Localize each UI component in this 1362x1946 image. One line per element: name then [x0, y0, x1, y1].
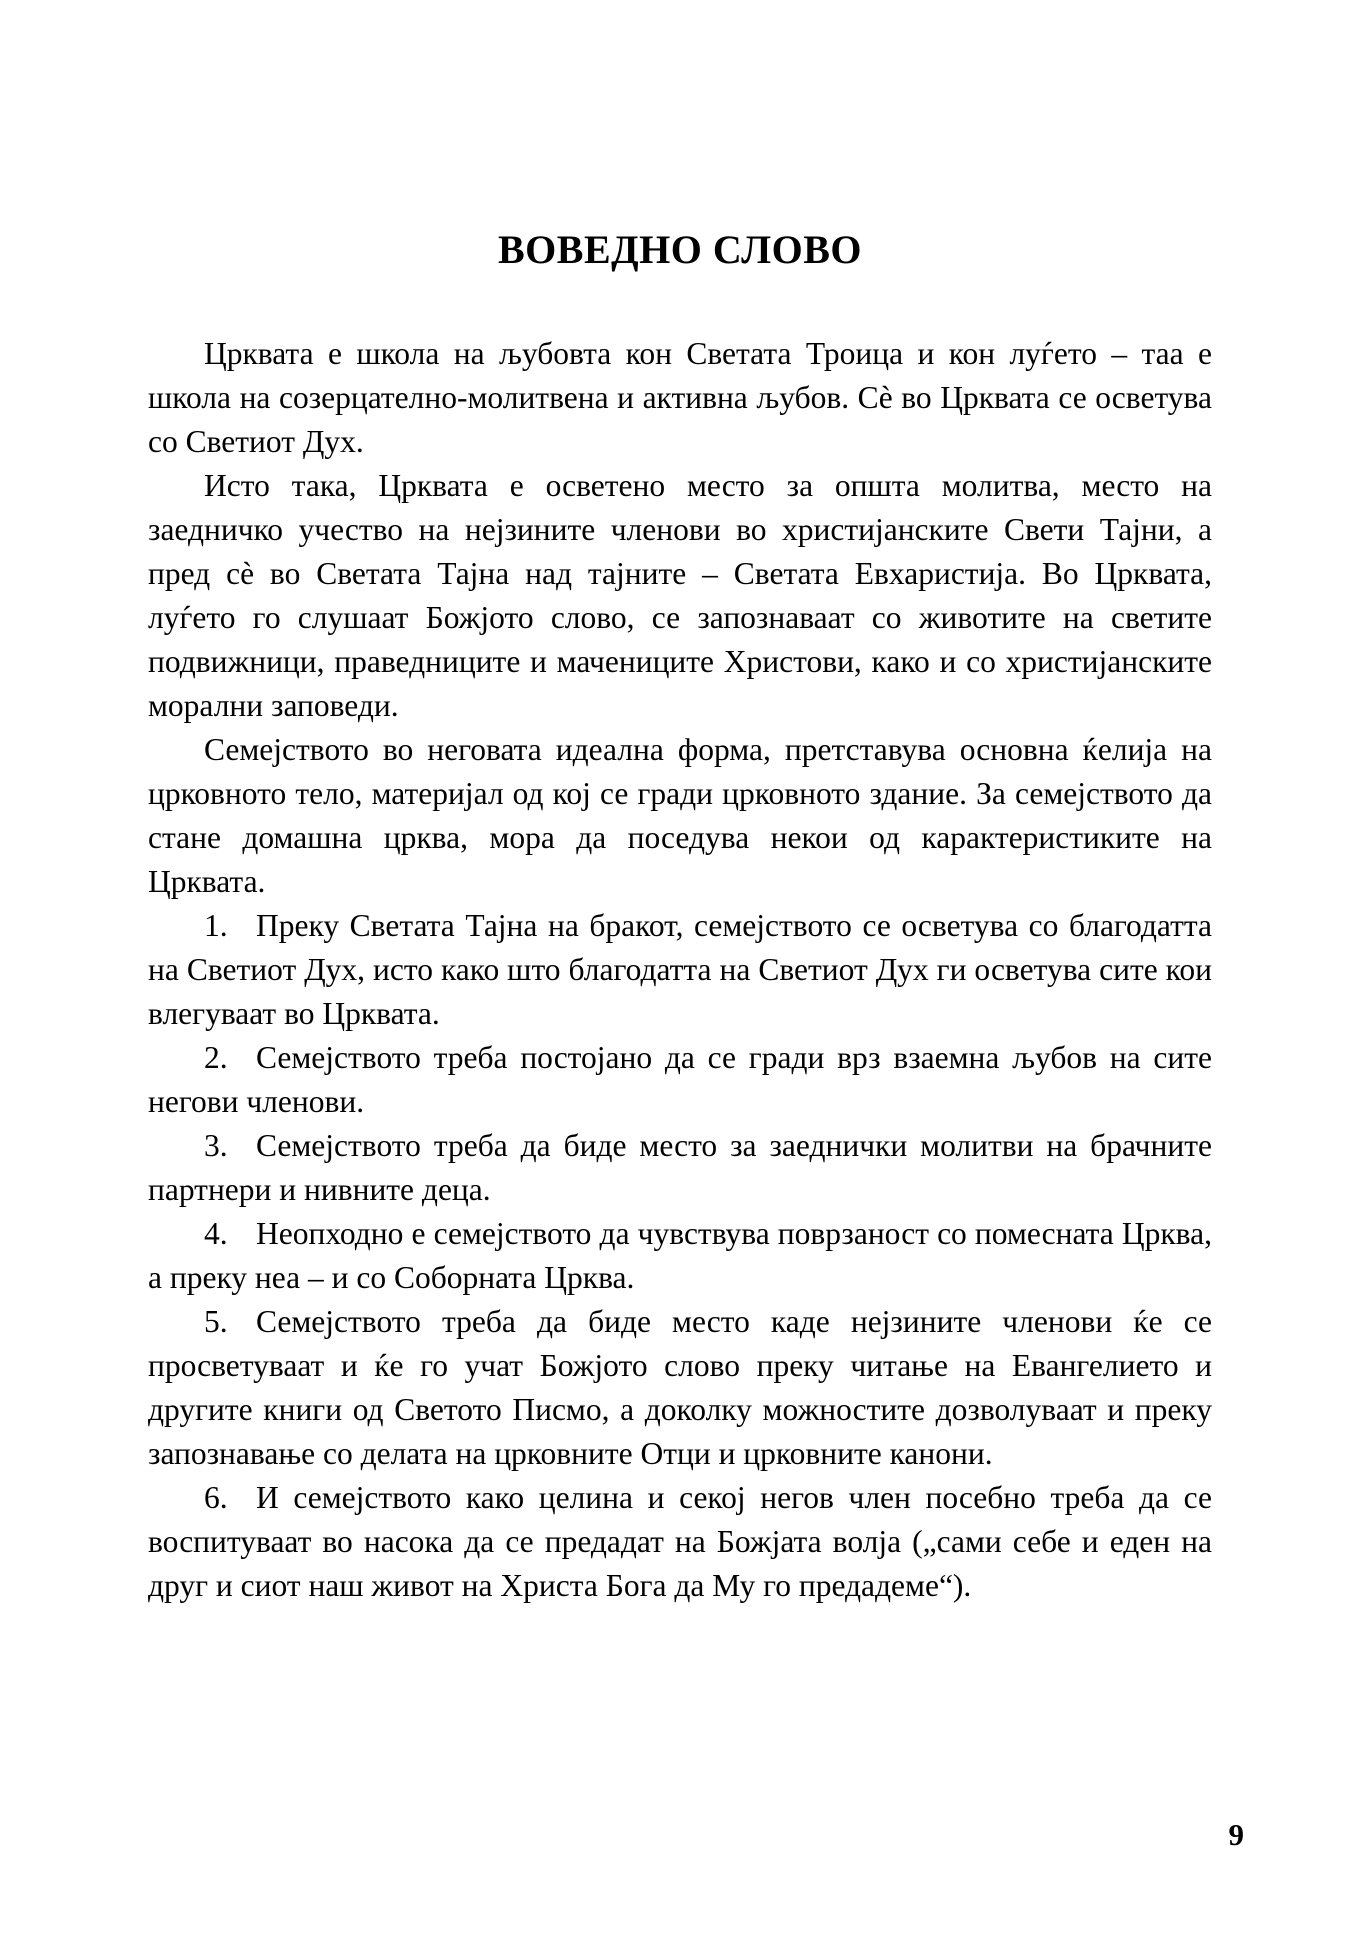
page-content: [148, 0, 1212, 1608]
paragraph: Исто така, Црквата е осветено место за општа молитва, место на заедничко учество на нејзините членови во христијанските Свети Тајни, а пред сѐ во Светата Тајна над тајните – Светата Евхаристија. Во Црквата, луѓето го слушаат Божјото слово, се запознаваат со животите на светите подвижници, праведниците и мачениците Христови, како и со христијанските морални заповеди.: [148, 468, 1212, 723]
list-item-number: 2.: [204, 1040, 228, 1075]
list-item-number: 3.: [204, 1128, 228, 1163]
list-item-number: 6.: [204, 1480, 228, 1515]
list-item: [148, 1476, 1212, 1608]
body-text: [148, 332, 1212, 1608]
list-item: [148, 1036, 1212, 1124]
list-item-text: Неопходно е семејството да чувствува поврзаност со помесната Црква, а преку неа – и со Соборната Црква.: [148, 1216, 1212, 1295]
paragraph: Црквата е школа на љубовта кон Светата Троица и кон луѓето – таа е школа на созерцателно-молитвена и активна љубов. Сѐ во Црквата се осветува со Светиот Дух.: [148, 336, 1212, 459]
list-item-text: И семејството како целина и секој негов член посебно треба да се воспитуваат во насока да се предадат на Божјата волја („сами себе и еден на друг и сиот наш живот на Христа Бога да Му го предадеме“).: [148, 1480, 1212, 1603]
paragraph: Семејството во неговата идеална форма, претставува основна ќелија на црковното тело, материјал од кој се гради црковното здание. За семејството да стане домашна црква, мора да поседува некои од карактеристиките на Црквата.: [148, 732, 1212, 899]
list-item-number: 5.: [204, 1304, 228, 1339]
list-item: [148, 904, 1212, 1036]
list-item-number: 4.: [204, 1216, 228, 1251]
list-item-number: 1.: [204, 908, 228, 943]
list-item-text: Семејството треба постојано да се гради врз взаемна љубов на сите негови членови.: [148, 1040, 1212, 1119]
list-item: [148, 1300, 1212, 1476]
list-item-text: Семејството треба да биде место каде нејзините членови ќе се просветуваат и ќе го учат Божјото слово преку читање на Евангелието и другите книги од Светото Писмо, а доколку можностите дозволуваат и преку запознавање со делата на црковните Отци и црковните канони.: [148, 1304, 1212, 1471]
list-item: [148, 1124, 1212, 1212]
list-item-text: Семејството треба да биде место за заеднички молитви на брачните партнери и нивните деца.: [148, 1128, 1212, 1207]
list-item-text: Преку Светата Тајна на бракот, семејството се осветува со благодатта на Светиот Дух, исто како што благодатта на Светиот Дух ги осветува сите кои влегуваат во Црквата.: [148, 908, 1212, 1031]
page-title: ВОВЕДНО СЛОВО: [498, 227, 862, 272]
page-number: 9: [1228, 1817, 1244, 1852]
list-item: [148, 1212, 1212, 1300]
